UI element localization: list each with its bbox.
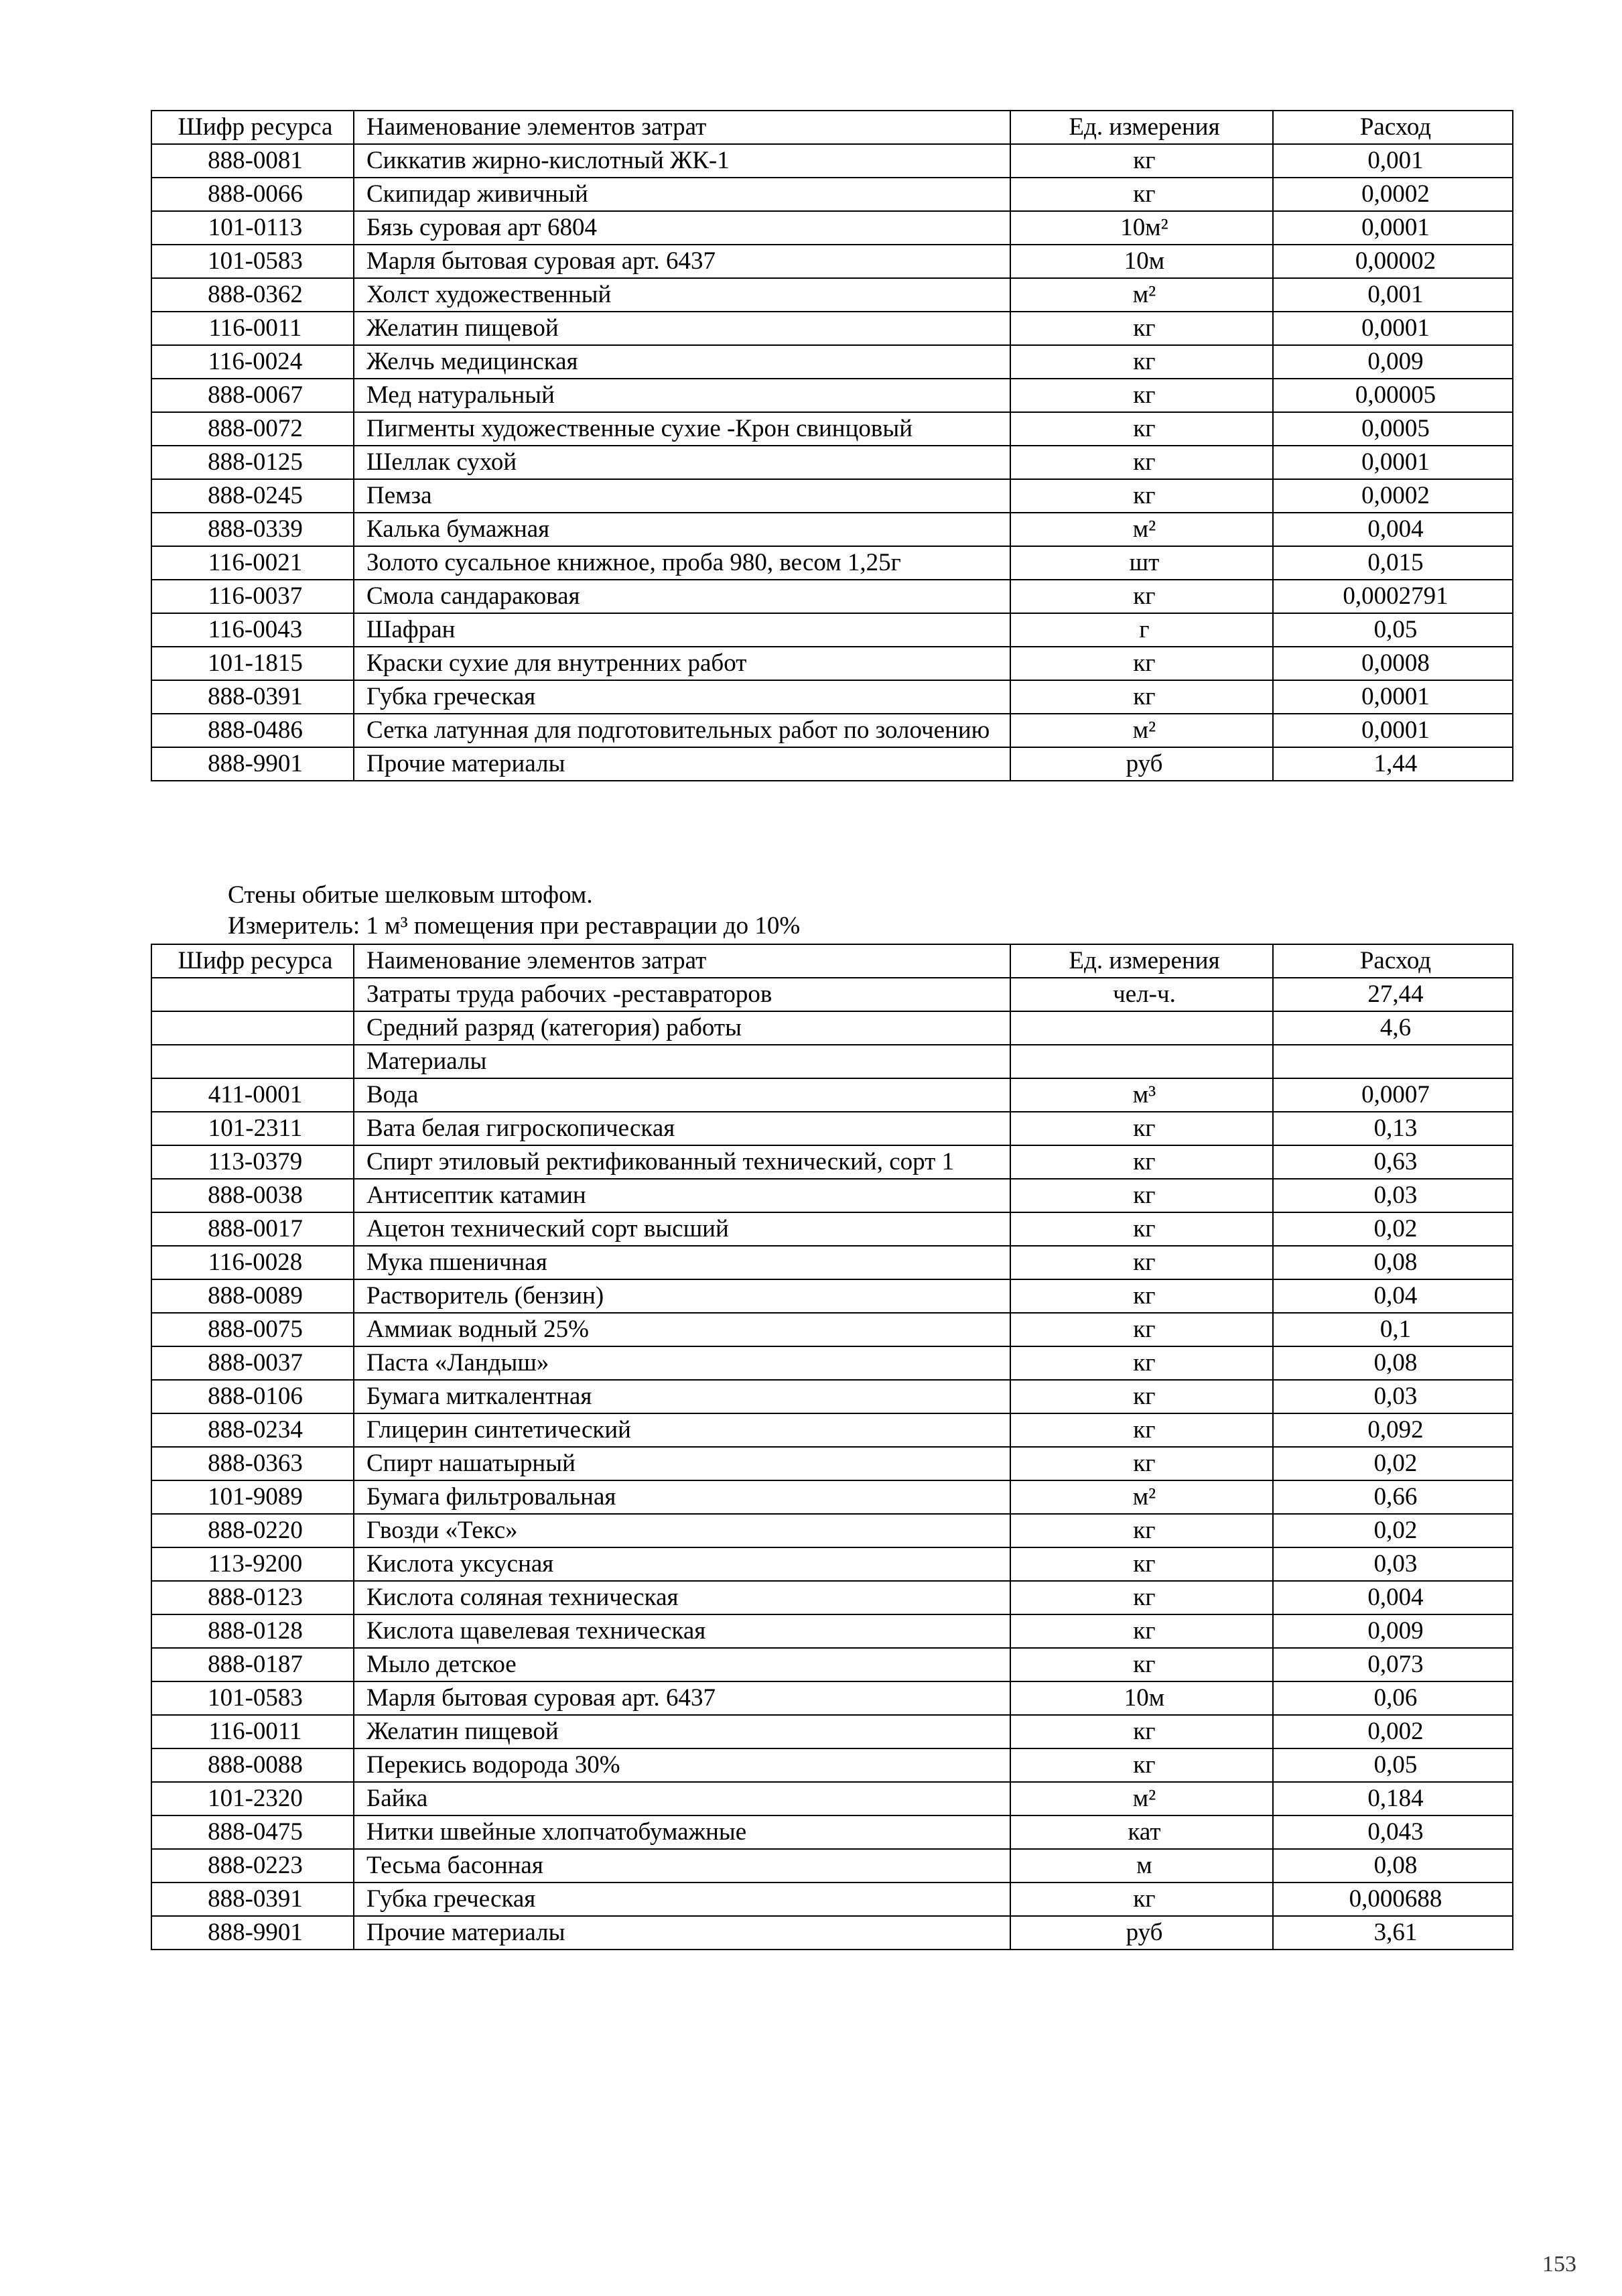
unit-cell: кг <box>1010 680 1273 714</box>
table-row <box>151 1112 1513 1145</box>
resource-name-cell: Губка греческая <box>354 1883 1010 1916</box>
quantity-cell: 0,0002791 <box>1273 580 1513 613</box>
table-row <box>151 1614 1513 1648</box>
header-qty: Расход <box>1273 944 1513 978</box>
table-row <box>151 747 1513 781</box>
table-1-body <box>151 144 1513 781</box>
resource-name-cell: Тесьма басонная <box>354 1849 1010 1883</box>
unit-cell: руб <box>1010 747 1273 781</box>
resource-name-cell: Нитки швейные хлопчатобумажные <box>354 1815 1010 1849</box>
resource-code-cell: 888-0486 <box>151 714 354 747</box>
table-row <box>151 1547 1513 1581</box>
page-number: 153 <box>1542 2252 1576 2277</box>
unit-cell: 10м <box>1010 1681 1273 1715</box>
resource-name-cell: Бумага фильтровальная <box>354 1480 1010 1514</box>
resource-code-cell: 888-0391 <box>151 1883 354 1916</box>
header-code: Шифр ресурса <box>151 944 354 978</box>
unit-cell: кг <box>1010 1514 1273 1547</box>
unit-cell: м² <box>1010 714 1273 747</box>
table-row <box>151 345 1513 379</box>
table-row <box>151 1782 1513 1815</box>
quantity-cell: 0,02 <box>1273 1514 1513 1547</box>
resource-name-cell: Марля бытовая суровая арт. 6437 <box>354 245 1010 278</box>
resource-name-cell: Кислота щавелевая техническая <box>354 1614 1010 1648</box>
unit-cell: м² <box>1010 1782 1273 1815</box>
resource-name-cell: Мука пшеничная <box>354 1246 1010 1279</box>
resource-name-cell: Золото сусальное книжное, проба 980, весом 1,25г <box>354 546 1010 580</box>
resource-name-cell: Вода <box>354 1078 1010 1112</box>
resource-code-cell: 101-0583 <box>151 245 354 278</box>
resource-name-cell: Кислота соляная техническая <box>354 1581 1010 1614</box>
resource-name-cell: Вата белая гигроскопическая <box>354 1112 1010 1145</box>
quantity-cell: 0,0007 <box>1273 1078 1513 1112</box>
quantity-cell: 0,092 <box>1273 1413 1513 1447</box>
unit-cell: кг <box>1010 1883 1273 1916</box>
resource-name-cell: Шеллак сухой <box>354 446 1010 479</box>
resource-table-1 <box>151 110 1513 781</box>
resource-name-cell: Спирт этиловый ректификованный технический, сорт 1 <box>354 1145 1010 1179</box>
resource-code-cell <box>151 1011 354 1045</box>
unit-cell: кат <box>1010 1815 1273 1849</box>
table-row <box>151 1715 1513 1748</box>
table-row <box>151 1246 1513 1279</box>
quantity-cell: 0,08 <box>1273 1849 1513 1883</box>
quantity-cell: 0,03 <box>1273 1547 1513 1581</box>
unit-cell: кг <box>1010 1748 1273 1782</box>
resource-code-cell: 888-0037 <box>151 1346 354 1380</box>
table-row <box>151 1413 1513 1447</box>
unit-cell: кг <box>1010 1581 1273 1614</box>
resource-code-cell: 116-0021 <box>151 546 354 580</box>
resource-name-cell: Смола сандараковая <box>354 580 1010 613</box>
table-row <box>151 546 1513 580</box>
resource-code-cell: 888-0391 <box>151 680 354 714</box>
unit-cell: кг <box>1010 479 1273 513</box>
quantity-cell: 0,015 <box>1273 546 1513 580</box>
table-row <box>151 1279 1513 1313</box>
unit-cell: м³ <box>1010 1078 1273 1112</box>
resource-code-cell: 888-0362 <box>151 278 354 312</box>
quantity-cell: 0,184 <box>1273 1782 1513 1815</box>
table-row <box>151 647 1513 680</box>
quantity-cell: 0,004 <box>1273 513 1513 546</box>
quantity-cell: 0,0002 <box>1273 479 1513 513</box>
table-row <box>151 1480 1513 1514</box>
resource-name-cell: Ацетон технический сорт высший <box>354 1212 1010 1246</box>
table-row <box>151 1916 1513 1950</box>
resource-code-cell: 116-0043 <box>151 613 354 647</box>
table-row <box>151 312 1513 345</box>
resource-code-cell: 888-0234 <box>151 1413 354 1447</box>
table-header-row <box>151 111 1513 144</box>
unit-cell: чел-ч. <box>1010 978 1273 1011</box>
resource-code-cell: 888-0081 <box>151 144 354 178</box>
unit-cell: кг <box>1010 1212 1273 1246</box>
resource-name-cell: Мед натуральный <box>354 379 1010 412</box>
unit-cell: кг <box>1010 379 1273 412</box>
resource-name-cell: Аммиак водный 25% <box>354 1313 1010 1346</box>
resource-name-cell: Растворитель (бензин) <box>354 1279 1010 1313</box>
resource-code-cell: 888-0017 <box>151 1212 354 1246</box>
resource-code-cell: 101-2311 <box>151 1112 354 1145</box>
quantity-cell: 1,44 <box>1273 747 1513 781</box>
resource-code-cell: 116-0011 <box>151 312 354 345</box>
resource-name-cell: Антисептик катамин <box>354 1179 1010 1212</box>
table-2-body <box>151 978 1513 1950</box>
quantity-cell: 0,0005 <box>1273 412 1513 446</box>
resource-code-cell: 888-0123 <box>151 1581 354 1614</box>
resource-name-cell: Спирт нашатырный <box>354 1447 1010 1480</box>
resource-name-cell: Калька бумажная <box>354 513 1010 546</box>
resource-name-cell: Бязь суровая арт 6804 <box>354 211 1010 245</box>
table-row <box>151 211 1513 245</box>
unit-cell: кг <box>1010 1447 1273 1480</box>
quantity-cell: 27,44 <box>1273 978 1513 1011</box>
resource-name-cell: Бумага миткалентная <box>354 1380 1010 1413</box>
resource-code-cell: 888-0128 <box>151 1614 354 1648</box>
unit-cell: руб <box>1010 1916 1273 1950</box>
resource-name-cell: Байка <box>354 1782 1010 1815</box>
resource-code-cell: 113-9200 <box>151 1547 354 1581</box>
quantity-cell: 0,06 <box>1273 1681 1513 1715</box>
table-row <box>151 1681 1513 1715</box>
table-row <box>151 1145 1513 1179</box>
quantity-cell: 0,0001 <box>1273 211 1513 245</box>
resource-code-cell: 113-0379 <box>151 1145 354 1179</box>
unit-cell: г <box>1010 613 1273 647</box>
table-row <box>151 1179 1513 1212</box>
quantity-cell: 0,0001 <box>1273 446 1513 479</box>
unit-cell: м² <box>1010 513 1273 546</box>
unit-cell: кг <box>1010 580 1273 613</box>
resource-code-cell: 101-9089 <box>151 1480 354 1514</box>
resource-name-cell: Средний разряд (категория) работы <box>354 1011 1010 1045</box>
table-row <box>151 178 1513 211</box>
quantity-cell: 0,04 <box>1273 1279 1513 1313</box>
quantity-cell: 0,05 <box>1273 1748 1513 1782</box>
table-row <box>151 1849 1513 1883</box>
resource-code-cell: 888-0066 <box>151 178 354 211</box>
resource-code-cell: 888-0038 <box>151 1179 354 1212</box>
resource-code-cell: 888-9901 <box>151 1916 354 1950</box>
table-row <box>151 680 1513 714</box>
table-row <box>151 1815 1513 1849</box>
resource-code-cell: 411-0001 <box>151 1078 354 1112</box>
resource-code-cell: 116-0028 <box>151 1246 354 1279</box>
table-row <box>151 1011 1513 1045</box>
quantity-cell: 0,0002 <box>1273 178 1513 211</box>
unit-cell <box>1010 1011 1273 1045</box>
resource-name-cell: Холст художественный <box>354 278 1010 312</box>
table-header-row <box>151 944 1513 978</box>
resource-code-cell: 888-0223 <box>151 1849 354 1883</box>
quantity-cell: 0,02 <box>1273 1212 1513 1246</box>
header-qty: Расход <box>1273 111 1513 144</box>
table-row <box>151 144 1513 178</box>
resource-code-cell: 888-0475 <box>151 1815 354 1849</box>
table-row <box>151 513 1513 546</box>
resource-code-cell: 888-0245 <box>151 479 354 513</box>
table-row <box>151 446 1513 479</box>
resource-code-cell: 101-1815 <box>151 647 354 680</box>
resource-code-cell: 888-0089 <box>151 1279 354 1313</box>
resource-code-cell: 116-0037 <box>151 580 354 613</box>
quantity-cell: 0,0001 <box>1273 680 1513 714</box>
quantity-cell: 0,0001 <box>1273 714 1513 747</box>
unit-cell: кг <box>1010 1179 1273 1212</box>
resource-name-cell: Желчь медицинская <box>354 345 1010 379</box>
quantity-cell: 0,08 <box>1273 1246 1513 1279</box>
unit-cell: кг <box>1010 1413 1273 1447</box>
unit-cell: кг <box>1010 1715 1273 1748</box>
resource-code-cell: 116-0011 <box>151 1715 354 1748</box>
unit-cell: кг <box>1010 345 1273 379</box>
table-row <box>151 1514 1513 1547</box>
quantity-cell: 0,03 <box>1273 1179 1513 1212</box>
resource-code-cell: 101-0583 <box>151 1681 354 1715</box>
table-row <box>151 1380 1513 1413</box>
resource-name-cell: Желатин пищевой <box>354 312 1010 345</box>
quantity-cell: 0,1 <box>1273 1313 1513 1346</box>
table-row <box>151 1212 1513 1246</box>
table-row <box>151 1648 1513 1681</box>
unit-cell: кг <box>1010 1648 1273 1681</box>
table-row <box>151 1078 1513 1112</box>
header-unit: Ед. измерения <box>1010 944 1273 978</box>
table-row <box>151 1748 1513 1782</box>
header-name: Наименование элементов затрат <box>354 944 1010 978</box>
table-row <box>151 714 1513 747</box>
resource-name-cell: Перекись водорода 30% <box>354 1748 1010 1782</box>
quantity-cell: 0,002 <box>1273 1715 1513 1748</box>
section-meter: Измеритель: 1 м³ помещения при реставрации до 10% <box>228 912 801 940</box>
unit-cell: кг <box>1010 412 1273 446</box>
resource-code-cell: 101-0113 <box>151 211 354 245</box>
unit-cell: кг <box>1010 1145 1273 1179</box>
resource-name-cell: Шафран <box>354 613 1010 647</box>
resource-name-cell: Желатин пищевой <box>354 1715 1010 1748</box>
resource-name-cell: Материалы <box>354 1045 1010 1078</box>
resource-name-cell: Сетка латунная для подготовительных работ по золочению <box>354 714 1010 747</box>
resource-name-cell: Скипидар живичный <box>354 178 1010 211</box>
resource-code-cell: 888-0220 <box>151 1514 354 1547</box>
header-name: Наименование элементов затрат <box>354 111 1010 144</box>
resource-name-cell: Марля бытовая суровая арт. 6437 <box>354 1681 1010 1715</box>
table-row <box>151 580 1513 613</box>
resource-name-cell: Паста «Ландыш» <box>354 1346 1010 1380</box>
resource-code-cell: 888-9901 <box>151 747 354 781</box>
table-row <box>151 1346 1513 1380</box>
resource-code-cell: 888-0339 <box>151 513 354 546</box>
unit-cell: кг <box>1010 1547 1273 1581</box>
resource-name-cell: Прочие материалы <box>354 747 1010 781</box>
unit-cell: м² <box>1010 278 1273 312</box>
unit-cell: 10м <box>1010 245 1273 278</box>
resource-name-cell: Сиккатив жирно-кислотный ЖК-1 <box>354 144 1010 178</box>
unit-cell: кг <box>1010 1346 1273 1380</box>
resource-code-cell: 888-0075 <box>151 1313 354 1346</box>
unit-cell: кг <box>1010 1614 1273 1648</box>
unit-cell: кг <box>1010 647 1273 680</box>
unit-cell: 10м² <box>1010 211 1273 245</box>
resource-name-cell: Губка греческая <box>354 680 1010 714</box>
resource-code-cell: 888-0106 <box>151 1380 354 1413</box>
quantity-cell: 0,03 <box>1273 1380 1513 1413</box>
resource-name-cell: Пигменты художественные сухие -Крон свинцовый <box>354 412 1010 446</box>
quantity-cell: 0,0008 <box>1273 647 1513 680</box>
unit-cell: кг <box>1010 312 1273 345</box>
unit-cell: м² <box>1010 1480 1273 1514</box>
resource-name-cell: Пемза <box>354 479 1010 513</box>
quantity-cell: 0,009 <box>1273 1614 1513 1648</box>
unit-cell: кг <box>1010 144 1273 178</box>
table-row <box>151 412 1513 446</box>
resource-code-cell: 116-0024 <box>151 345 354 379</box>
quantity-cell: 0,000688 <box>1273 1883 1513 1916</box>
quantity-cell: 0,00005 <box>1273 379 1513 412</box>
quantity-cell <box>1273 1045 1513 1078</box>
quantity-cell: 0,66 <box>1273 1480 1513 1514</box>
resource-name-cell: Кислота уксусная <box>354 1547 1010 1581</box>
quantity-cell: 0,08 <box>1273 1346 1513 1380</box>
quantity-cell: 0,004 <box>1273 1581 1513 1614</box>
unit-cell: кг <box>1010 178 1273 211</box>
resource-code-cell: 888-0187 <box>151 1648 354 1681</box>
table-row <box>151 1447 1513 1480</box>
table-row <box>151 245 1513 278</box>
quantity-cell: 0,05 <box>1273 613 1513 647</box>
unit-cell <box>1010 1045 1273 1078</box>
quantity-cell: 4,6 <box>1273 1011 1513 1045</box>
resource-code-cell: 101-2320 <box>151 1782 354 1815</box>
table-row <box>151 978 1513 1011</box>
quantity-cell: 0,02 <box>1273 1447 1513 1480</box>
resource-name-cell: Глицерин синтетический <box>354 1413 1010 1447</box>
unit-cell: кг <box>1010 1380 1273 1413</box>
header-code: Шифр ресурса <box>151 111 354 144</box>
resource-code-cell: 888-0067 <box>151 379 354 412</box>
unit-cell: кг <box>1010 1246 1273 1279</box>
resource-name-cell: Мыло детское <box>354 1648 1010 1681</box>
quantity-cell: 0,00002 <box>1273 245 1513 278</box>
table-row <box>151 1581 1513 1614</box>
unit-cell: шт <box>1010 546 1273 580</box>
quantity-cell: 0,009 <box>1273 345 1513 379</box>
table-row <box>151 379 1513 412</box>
resource-code-cell <box>151 1045 354 1078</box>
resource-name-cell: Прочие материалы <box>354 1916 1010 1950</box>
table-row <box>151 1045 1513 1078</box>
resource-name-cell: Гвозди «Текс» <box>354 1514 1010 1547</box>
quantity-cell: 0,073 <box>1273 1648 1513 1681</box>
resource-code-cell: 888-0072 <box>151 412 354 446</box>
quantity-cell: 3,61 <box>1273 1916 1513 1950</box>
resource-code-cell: 888-0125 <box>151 446 354 479</box>
header-unit: Ед. измерения <box>1010 111 1273 144</box>
table-row <box>151 479 1513 513</box>
quantity-cell: 0,001 <box>1273 278 1513 312</box>
resource-code-cell <box>151 978 354 1011</box>
unit-cell: кг <box>1010 446 1273 479</box>
table-row <box>151 1313 1513 1346</box>
unit-cell: м <box>1010 1849 1273 1883</box>
table-row <box>151 1883 1513 1916</box>
table-row <box>151 278 1513 312</box>
quantity-cell: 0,0001 <box>1273 312 1513 345</box>
quantity-cell: 0,63 <box>1273 1145 1513 1179</box>
unit-cell: кг <box>1010 1279 1273 1313</box>
resource-name-cell: Краски сухие для внутренних работ <box>354 647 1010 680</box>
resource-name-cell: Затраты труда рабочих -реставраторов <box>354 978 1010 1011</box>
quantity-cell: 0,13 <box>1273 1112 1513 1145</box>
quantity-cell: 0,043 <box>1273 1815 1513 1849</box>
resource-code-cell: 888-0088 <box>151 1748 354 1782</box>
table-row <box>151 613 1513 647</box>
resource-table-2 <box>151 944 1513 1950</box>
unit-cell: кг <box>1010 1313 1273 1346</box>
resource-code-cell: 888-0363 <box>151 1447 354 1480</box>
quantity-cell: 0,001 <box>1273 144 1513 178</box>
unit-cell: кг <box>1010 1112 1273 1145</box>
section-title: Стены обитые шелковым штофом. <box>228 881 593 909</box>
